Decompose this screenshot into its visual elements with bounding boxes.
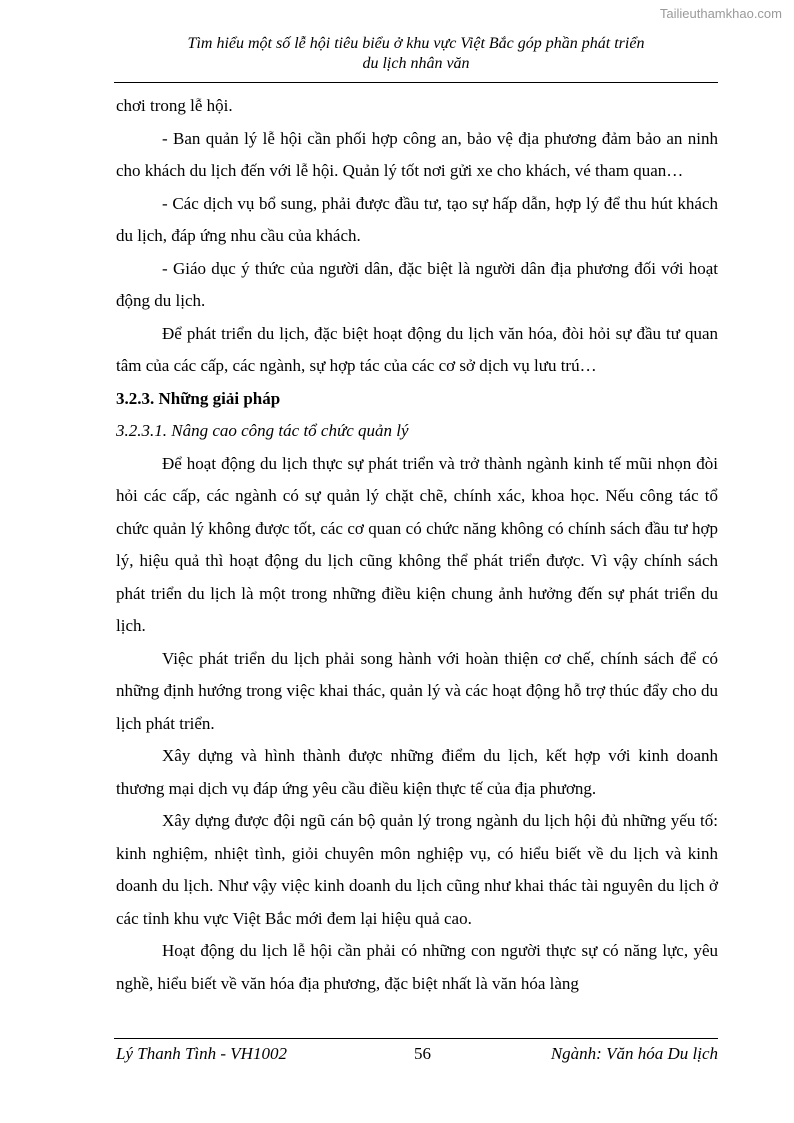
paragraph: - Giáo dục ý thức của người dân, đặc biệt là người dân địa phương đối với hoạt động du lịch. xyxy=(116,258,718,310)
running-header xyxy=(114,34,718,74)
paragraph: Việc phát triển du lịch phải song hành với hoàn thiện cơ chế, chính sách để có những định hướng trong việc khai thác, quản lý và các hoạt động hỗ trợ thúc đẩy cho du lịch phát triển. xyxy=(116,648,718,733)
paragraph: Để phát triển du lịch, đặc biệt hoạt động du lịch văn hóa, đòi hỏi sự đầu tư quan tâm của các cấp, các ngành, sự hợp tác của các cơ sở dịch vụ lưu trú… xyxy=(116,323,718,375)
paragraph: - Các dịch vụ bổ sung, phải được đầu tư, tạo sự hấp dẫn, hợp lý để thu hút khách du lịch, đáp ứng nhu cầu của khách. xyxy=(116,193,718,245)
page-number: 56 xyxy=(414,1044,431,1063)
subsection-heading: 3.2.3.1. Nâng cao công tác tổ chức quản lý xyxy=(116,421,409,440)
footer-major: Ngành: Văn hóa Du lịch xyxy=(550,1044,718,1063)
header-divider xyxy=(114,82,718,83)
paragraph: - Ban quản lý lễ hội cần phối hợp công an, bảo vệ địa phương đảm bảo an ninh cho khách du lịch đến với lễ hội. Quản lý tốt nơi gửi xe cho khách, vé tham quan… xyxy=(116,128,718,180)
paragraph: Xây dựng được đội ngũ cán bộ quản lý trong ngành du lịch hội đủ những yếu tố: kinh nghiệm, nhiệt tình, giỏi chuyên môn nghiệp vụ, có hiểu biết về du lịch và kinh doanh du lịch. Như vậy việc kinh doanh du lịch cũng như khai thác tài nguyên du lịch ở các tỉnh khu vực Việt Bắc mới đem lại hiệu quả cao. xyxy=(116,811,718,928)
footer-divider xyxy=(114,1038,718,1039)
page-body xyxy=(116,90,718,1000)
header-line-1: Tìm hiểu một số lễ hội tiêu biểu ở khu vực Việt Bắc góp phần phát triển xyxy=(187,35,645,52)
paragraph: chơi trong lễ hội. xyxy=(116,96,233,115)
header-line-2: du lịch nhân văn xyxy=(362,55,470,72)
watermark: Tailieuthamkhao.com xyxy=(659,6,782,21)
paragraph: Để hoạt động du lịch thực sự phát triển và trở thành ngành kinh tế mũi nhọn đòi hỏi các cấp, các ngành có sự quản lý chặt chẽ, chính xác, khoa học. Nếu công tác tổ chức quản lý không được tốt, các cơ quan có chức năng không có chính sách đầu tư hợp lý, hiệu quả thì hoạt động du lịch cũng không thể phát triển được. Vì vậy chính sách phát triển du lịch là một trong những điều kiện chung ảnh hưởng đến sự phát triển du lịch. xyxy=(116,453,718,635)
paragraph: Xây dựng và hình thành được những điểm du lịch, kết hợp với kinh doanh thương mại dịch vụ đáp ứng yêu cầu điều kiện thực tế của địa phương. xyxy=(116,746,718,798)
footer-author: Lý Thanh Tình - VH1002 xyxy=(116,1044,287,1063)
section-heading: 3.2.3. Những giải pháp xyxy=(116,388,281,408)
page-footer xyxy=(114,1044,718,1068)
paragraph: Hoạt động du lịch lễ hội cần phải có những con người thực sự có năng lực, yêu nghề, hiểu biết về văn hóa địa phương, đặc biệt nhất là văn hóa làng xyxy=(116,941,718,993)
